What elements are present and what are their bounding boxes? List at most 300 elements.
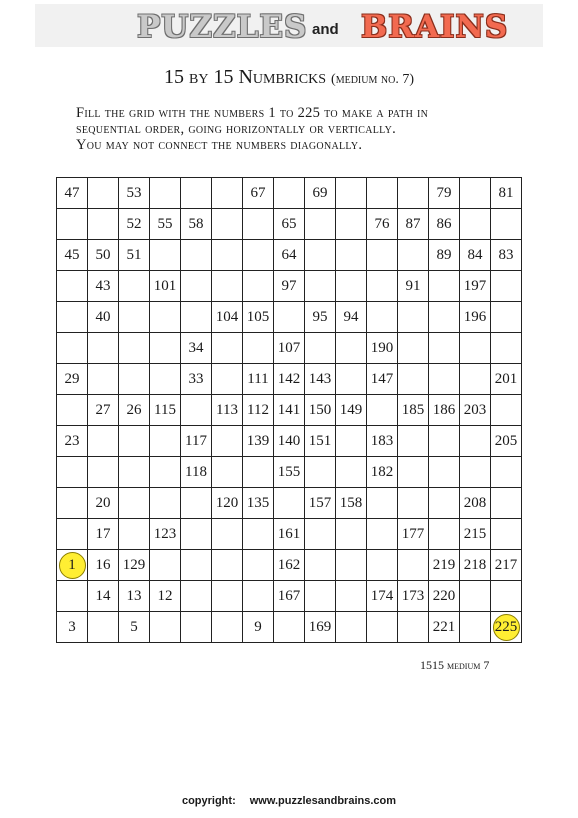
cell-value: 115 (154, 401, 176, 418)
grid-cell[interactable] (181, 333, 212, 364)
grid-cell[interactable] (398, 364, 429, 395)
grid-cell[interactable] (460, 395, 491, 426)
grid-cell[interactable] (460, 426, 491, 457)
grid-cell[interactable] (460, 519, 491, 550)
grid-cell[interactable] (57, 209, 88, 240)
grid-cell[interactable] (88, 178, 119, 209)
cell-value: 104 (215, 308, 239, 325)
grid-cell[interactable] (212, 178, 243, 209)
grid-cell[interactable] (57, 612, 88, 643)
grid-cell[interactable] (181, 178, 212, 209)
cell-value: 220 (432, 587, 456, 604)
grid-cell[interactable] (274, 426, 305, 457)
grid-cell[interactable] (429, 457, 460, 488)
grid-cell[interactable] (181, 271, 212, 302)
grid-cell[interactable] (57, 364, 88, 395)
cell-value: 65 (281, 215, 297, 232)
grid-cell[interactable] (212, 209, 243, 240)
grid-cell[interactable] (119, 488, 150, 519)
instruction-line: Fill the grid with the numbers 1 to 225 to make a path in (76, 105, 429, 121)
grid-cell[interactable] (460, 364, 491, 395)
cell-value: 197 (463, 277, 487, 294)
grid-cell[interactable] (336, 333, 367, 364)
grid-cell[interactable] (88, 519, 119, 550)
grid-cell[interactable] (88, 581, 119, 612)
cell-value: 155 (277, 463, 301, 480)
grid-cell[interactable] (57, 519, 88, 550)
grid-cell[interactable] (274, 302, 305, 333)
grid-cell[interactable] (367, 426, 398, 457)
grid-cell[interactable] (88, 612, 119, 643)
cell-value: 84 (467, 246, 483, 263)
grid-cell[interactable] (491, 178, 522, 209)
grid-cell[interactable] (398, 240, 429, 271)
logo-and-text: and (312, 21, 339, 38)
grid-cell[interactable] (243, 581, 274, 612)
title-sub: (medium no. 7) (331, 72, 414, 87)
grid-cell[interactable] (429, 271, 460, 302)
grid-cell[interactable] (119, 581, 150, 612)
grid-cell[interactable] (429, 209, 460, 240)
grid-cell[interactable] (305, 302, 336, 333)
cell-value: 113 (216, 401, 238, 418)
cell-value: 76 (374, 215, 390, 232)
cell-value: 151 (308, 432, 332, 449)
cell-value: 101 (153, 277, 177, 294)
grid-cell[interactable] (274, 271, 305, 302)
grid-cell[interactable] (181, 240, 212, 271)
grid-cell[interactable] (305, 271, 336, 302)
cell-value: 174 (370, 587, 394, 604)
grid-cell[interactable] (367, 271, 398, 302)
cell-value: 141 (277, 401, 301, 418)
grid-cell[interactable] (460, 178, 491, 209)
grid-cell[interactable] (243, 426, 274, 457)
grid-cell[interactable] (57, 240, 88, 271)
grid-cell[interactable] (181, 395, 212, 426)
grid-cell[interactable] (88, 488, 119, 519)
grid-cell[interactable] (336, 240, 367, 271)
cell-value: 23 (64, 432, 80, 449)
grid-cell[interactable] (150, 519, 181, 550)
grid-cell[interactable] (336, 457, 367, 488)
cell-value: 225 (493, 614, 520, 641)
grid-cell[interactable] (398, 519, 429, 550)
grid-cell[interactable] (88, 271, 119, 302)
grid-cell[interactable] (398, 550, 429, 581)
grid-cell[interactable] (367, 333, 398, 364)
cell-value: 177 (401, 525, 425, 542)
grid-cell[interactable] (305, 209, 336, 240)
grid-cell[interactable] (491, 457, 522, 488)
grid-cell[interactable] (336, 271, 367, 302)
cell-value: 120 (215, 494, 239, 511)
grid-cell[interactable] (429, 581, 460, 612)
grid-cell[interactable] (119, 209, 150, 240)
grid-cell[interactable] (398, 333, 429, 364)
grid-cell[interactable] (212, 457, 243, 488)
numbrick-grid (56, 177, 522, 643)
cell-value: 58 (188, 215, 204, 232)
cell-value: 118 (185, 463, 207, 480)
cell-value: 129 (122, 556, 146, 573)
grid-cell[interactable] (305, 426, 336, 457)
grid-cell[interactable] (88, 240, 119, 271)
grid-cell[interactable] (491, 581, 522, 612)
grid-cell[interactable] (367, 550, 398, 581)
grid-cell[interactable] (336, 488, 367, 519)
grid-cell[interactable] (181, 612, 212, 643)
cell-value: 97 (281, 277, 297, 294)
instruction-line: sequential order, going horizontally or vertically. (76, 121, 397, 137)
grid-cell[interactable] (336, 302, 367, 333)
grid-cell[interactable] (212, 612, 243, 643)
grid-cell[interactable] (57, 333, 88, 364)
grid-cell[interactable] (305, 519, 336, 550)
grid-cell[interactable] (429, 395, 460, 426)
cell-value: 5 (130, 618, 138, 635)
cell-value: 161 (277, 525, 301, 542)
cell-value: 14 (95, 587, 111, 604)
grid-cell[interactable] (243, 271, 274, 302)
grid-cell[interactable] (274, 457, 305, 488)
grid-cell[interactable] (243, 519, 274, 550)
header-banner (35, 4, 543, 47)
grid-cell[interactable] (119, 240, 150, 271)
grid-cell[interactable] (212, 395, 243, 426)
grid-cell[interactable] (212, 581, 243, 612)
grid-cell[interactable] (274, 519, 305, 550)
copyright-label: copyright: (181, 795, 236, 807)
grid-cell[interactable] (460, 240, 491, 271)
grid-cell[interactable] (367, 364, 398, 395)
grid-cell[interactable] (491, 364, 522, 395)
grid-cell[interactable] (429, 240, 460, 271)
cell-value: 64 (281, 246, 297, 263)
grid-cell[interactable] (367, 457, 398, 488)
grid-cell[interactable] (88, 209, 119, 240)
grid-cell[interactable] (150, 426, 181, 457)
grid-cell[interactable] (367, 612, 398, 643)
grid-cell[interactable] (181, 581, 212, 612)
grid-cell[interactable] (398, 488, 429, 519)
grid-cell[interactable] (367, 488, 398, 519)
grid-cell[interactable] (367, 209, 398, 240)
grid-cell[interactable] (305, 333, 336, 364)
grid-cell[interactable] (88, 364, 119, 395)
grid-cell[interactable] (212, 333, 243, 364)
grid-cell[interactable] (212, 302, 243, 333)
cell-value: 143 (308, 370, 332, 387)
grid-cell[interactable] (57, 271, 88, 302)
cell-value: 215 (463, 525, 487, 542)
grid-cell[interactable] (460, 612, 491, 643)
grid-cell[interactable] (243, 612, 274, 643)
grid-cell[interactable] (181, 302, 212, 333)
grid-cell[interactable] (181, 426, 212, 457)
grid-cell[interactable] (243, 333, 274, 364)
grid-cell[interactable] (274, 488, 305, 519)
grid-cell[interactable] (305, 364, 336, 395)
grid-cell[interactable] (212, 240, 243, 271)
cell-value: 55 (157, 215, 173, 232)
grid-cell[interactable] (491, 333, 522, 364)
grid-cell[interactable] (429, 302, 460, 333)
grid-cell[interactable] (274, 612, 305, 643)
cell-value: 51 (126, 246, 142, 263)
grid-cell[interactable] (88, 426, 119, 457)
grid-cell[interactable] (119, 457, 150, 488)
cell-value: 89 (436, 246, 452, 263)
cell-value: 167 (277, 587, 301, 604)
cell-value: 139 (246, 432, 270, 449)
grid-cell[interactable] (305, 550, 336, 581)
grid-cell[interactable] (57, 178, 88, 209)
cell-value: 91 (405, 277, 421, 294)
grid-cell[interactable] (491, 488, 522, 519)
grid-cell[interactable] (57, 488, 88, 519)
grid-cell[interactable] (460, 271, 491, 302)
grid-cell[interactable] (274, 550, 305, 581)
grid-cell[interactable] (150, 457, 181, 488)
grid-cell[interactable] (243, 457, 274, 488)
grid-cell[interactable] (150, 395, 181, 426)
cell-value: 81 (498, 184, 514, 201)
grid-cell[interactable] (212, 426, 243, 457)
grid-cell[interactable] (336, 519, 367, 550)
puzzle-code: 1515 medium 7 (420, 658, 490, 672)
grid-cell[interactable] (460, 457, 491, 488)
cell-value: 190 (370, 339, 394, 356)
grid-cell[interactable] (398, 612, 429, 643)
cell-value: 79 (436, 184, 452, 201)
grid-cell[interactable] (398, 395, 429, 426)
grid-cell[interactable] (336, 550, 367, 581)
grid-cell[interactable] (119, 178, 150, 209)
grid-cell[interactable] (398, 457, 429, 488)
grid-cell[interactable] (57, 395, 88, 426)
grid-cell[interactable] (150, 581, 181, 612)
grid-cell[interactable] (274, 581, 305, 612)
cell-value: 83 (498, 246, 514, 263)
grid-cell[interactable] (460, 333, 491, 364)
grid-cell[interactable] (181, 364, 212, 395)
cell-value: 86 (436, 215, 452, 232)
grid-cell[interactable] (491, 550, 522, 581)
grid-cell[interactable] (150, 240, 181, 271)
grid-cell[interactable] (429, 333, 460, 364)
grid-cell[interactable] (57, 302, 88, 333)
grid-cell[interactable] (305, 488, 336, 519)
grid-cell[interactable] (398, 426, 429, 457)
copyright-site: www.puzzlesandbrains.com (249, 795, 397, 807)
grid-cell[interactable] (305, 581, 336, 612)
grid-cell[interactable] (243, 488, 274, 519)
cell-value: 135 (246, 494, 270, 511)
grid-cell[interactable] (460, 302, 491, 333)
grid-cell[interactable] (336, 364, 367, 395)
grid-cell[interactable] (150, 488, 181, 519)
grid-cell[interactable] (57, 457, 88, 488)
grid-cell[interactable] (88, 333, 119, 364)
grid-cell[interactable] (243, 178, 274, 209)
grid-cell[interactable] (460, 581, 491, 612)
grid-cell[interactable] (429, 612, 460, 643)
grid-cell[interactable] (429, 426, 460, 457)
cell-value: 94 (343, 308, 359, 325)
cell-value: 158 (339, 494, 363, 511)
grid-cell[interactable] (398, 581, 429, 612)
grid-cell[interactable] (243, 302, 274, 333)
grid-cell[interactable] (305, 240, 336, 271)
grid-cell[interactable] (212, 488, 243, 519)
grid-cell[interactable] (460, 550, 491, 581)
cell-value: 40 (95, 308, 111, 325)
grid-cell[interactable] (57, 581, 88, 612)
grid-cell[interactable] (367, 178, 398, 209)
grid-cell[interactable] (119, 550, 150, 581)
grid-cell[interactable] (119, 426, 150, 457)
grid-cell[interactable] (336, 395, 367, 426)
cell-value: 26 (126, 401, 142, 418)
grid-cell[interactable] (150, 612, 181, 643)
grid-cell[interactable] (336, 612, 367, 643)
cell-value: 34 (188, 339, 204, 356)
grid-cell[interactable] (398, 271, 429, 302)
grid-cell[interactable] (367, 240, 398, 271)
grid-cell[interactable] (243, 209, 274, 240)
grid-cell[interactable] (119, 271, 150, 302)
grid-cell[interactable] (274, 395, 305, 426)
grid-cell[interactable] (181, 488, 212, 519)
grid-cell[interactable] (491, 240, 522, 271)
grid-cell[interactable] (150, 209, 181, 240)
cell-value: 205 (494, 432, 518, 449)
grid-cell[interactable] (367, 302, 398, 333)
grid-cell[interactable] (150, 364, 181, 395)
grid-cell[interactable] (305, 612, 336, 643)
grid-cell[interactable] (119, 612, 150, 643)
grid-cell[interactable] (181, 550, 212, 581)
grid-cell[interactable] (336, 209, 367, 240)
grid-cell[interactable] (181, 519, 212, 550)
cell-value: 142 (277, 370, 301, 387)
cell-value: 208 (463, 494, 487, 511)
cell-value: 157 (308, 494, 332, 511)
grid-cell[interactable] (336, 426, 367, 457)
grid-cell[interactable] (57, 426, 88, 457)
grid-cell[interactable] (119, 364, 150, 395)
cell-value: 12 (157, 587, 173, 604)
grid-cell[interactable] (181, 209, 212, 240)
grid-cell[interactable] (243, 550, 274, 581)
grid-cell[interactable] (150, 333, 181, 364)
grid-cell[interactable] (491, 612, 522, 643)
grid-cell[interactable] (212, 271, 243, 302)
grid-cell[interactable] (336, 581, 367, 612)
grid-cell[interactable] (429, 364, 460, 395)
grid-cell[interactable] (243, 240, 274, 271)
grid-cell[interactable] (88, 550, 119, 581)
cell-value: 117 (185, 432, 207, 449)
title-main: 15 by 15 Numbricks (164, 66, 327, 88)
grid-cell[interactable] (398, 302, 429, 333)
cell-value: 219 (432, 556, 456, 573)
cell-value: 50 (95, 246, 111, 263)
grid-cell[interactable] (491, 519, 522, 550)
grid-cell[interactable] (398, 209, 429, 240)
instruction-line: You may not connect the numbers diagonally. (76, 137, 363, 153)
grid-cell[interactable] (429, 178, 460, 209)
grid-cell[interactable] (119, 333, 150, 364)
grid-cell[interactable] (491, 209, 522, 240)
grid-cell[interactable] (150, 271, 181, 302)
cell-value: 87 (405, 215, 421, 232)
grid-cell[interactable] (274, 178, 305, 209)
grid-cell[interactable] (212, 519, 243, 550)
grid-cell[interactable] (181, 457, 212, 488)
grid-cell[interactable] (491, 302, 522, 333)
grid-cell[interactable] (57, 550, 88, 581)
grid-cell[interactable] (429, 519, 460, 550)
grid-cell[interactable] (212, 364, 243, 395)
grid-cell[interactable] (398, 178, 429, 209)
grid-cell[interactable] (88, 302, 119, 333)
grid-cell[interactable] (491, 271, 522, 302)
cell-value: 218 (463, 556, 487, 573)
cell-value: 183 (370, 432, 394, 449)
grid-cell[interactable] (460, 209, 491, 240)
grid-cell[interactable] (88, 457, 119, 488)
grid-cell[interactable] (243, 364, 274, 395)
cell-value: 112 (247, 401, 269, 418)
grid-cell[interactable] (274, 209, 305, 240)
cell-value: 111 (247, 370, 269, 387)
grid-cell[interactable] (305, 457, 336, 488)
grid-cell[interactable] (274, 364, 305, 395)
grid-cell[interactable] (150, 302, 181, 333)
grid-cell[interactable] (119, 519, 150, 550)
grid-cell[interactable] (274, 333, 305, 364)
grid-cell[interactable] (491, 395, 522, 426)
grid-cell[interactable] (119, 395, 150, 426)
grid-cell[interactable] (150, 178, 181, 209)
grid-cell[interactable] (88, 395, 119, 426)
grid-cell[interactable] (367, 519, 398, 550)
cell-value: 53 (126, 184, 142, 201)
grid-cell[interactable] (491, 426, 522, 457)
grid-cell[interactable] (305, 395, 336, 426)
grid-cell[interactable] (367, 395, 398, 426)
grid-cell[interactable] (305, 178, 336, 209)
cell-value: 149 (339, 401, 363, 418)
grid-cell[interactable] (274, 240, 305, 271)
cell-value: 9 (254, 618, 262, 635)
grid-cell[interactable] (429, 550, 460, 581)
cell-value: 221 (432, 618, 456, 635)
logo-puzzles-text: PUZZLES (137, 9, 308, 45)
grid-cell[interactable] (150, 550, 181, 581)
grid-cell[interactable] (119, 302, 150, 333)
grid-cell[interactable] (336, 178, 367, 209)
grid-cell[interactable] (243, 395, 274, 426)
cell-value: 123 (153, 525, 177, 542)
grid-cell[interactable] (367, 581, 398, 612)
grid-cell[interactable] (460, 488, 491, 519)
logo-brains-text: BRAINS (361, 9, 509, 45)
grid-cell[interactable] (429, 488, 460, 519)
grid-cell[interactable] (212, 550, 243, 581)
